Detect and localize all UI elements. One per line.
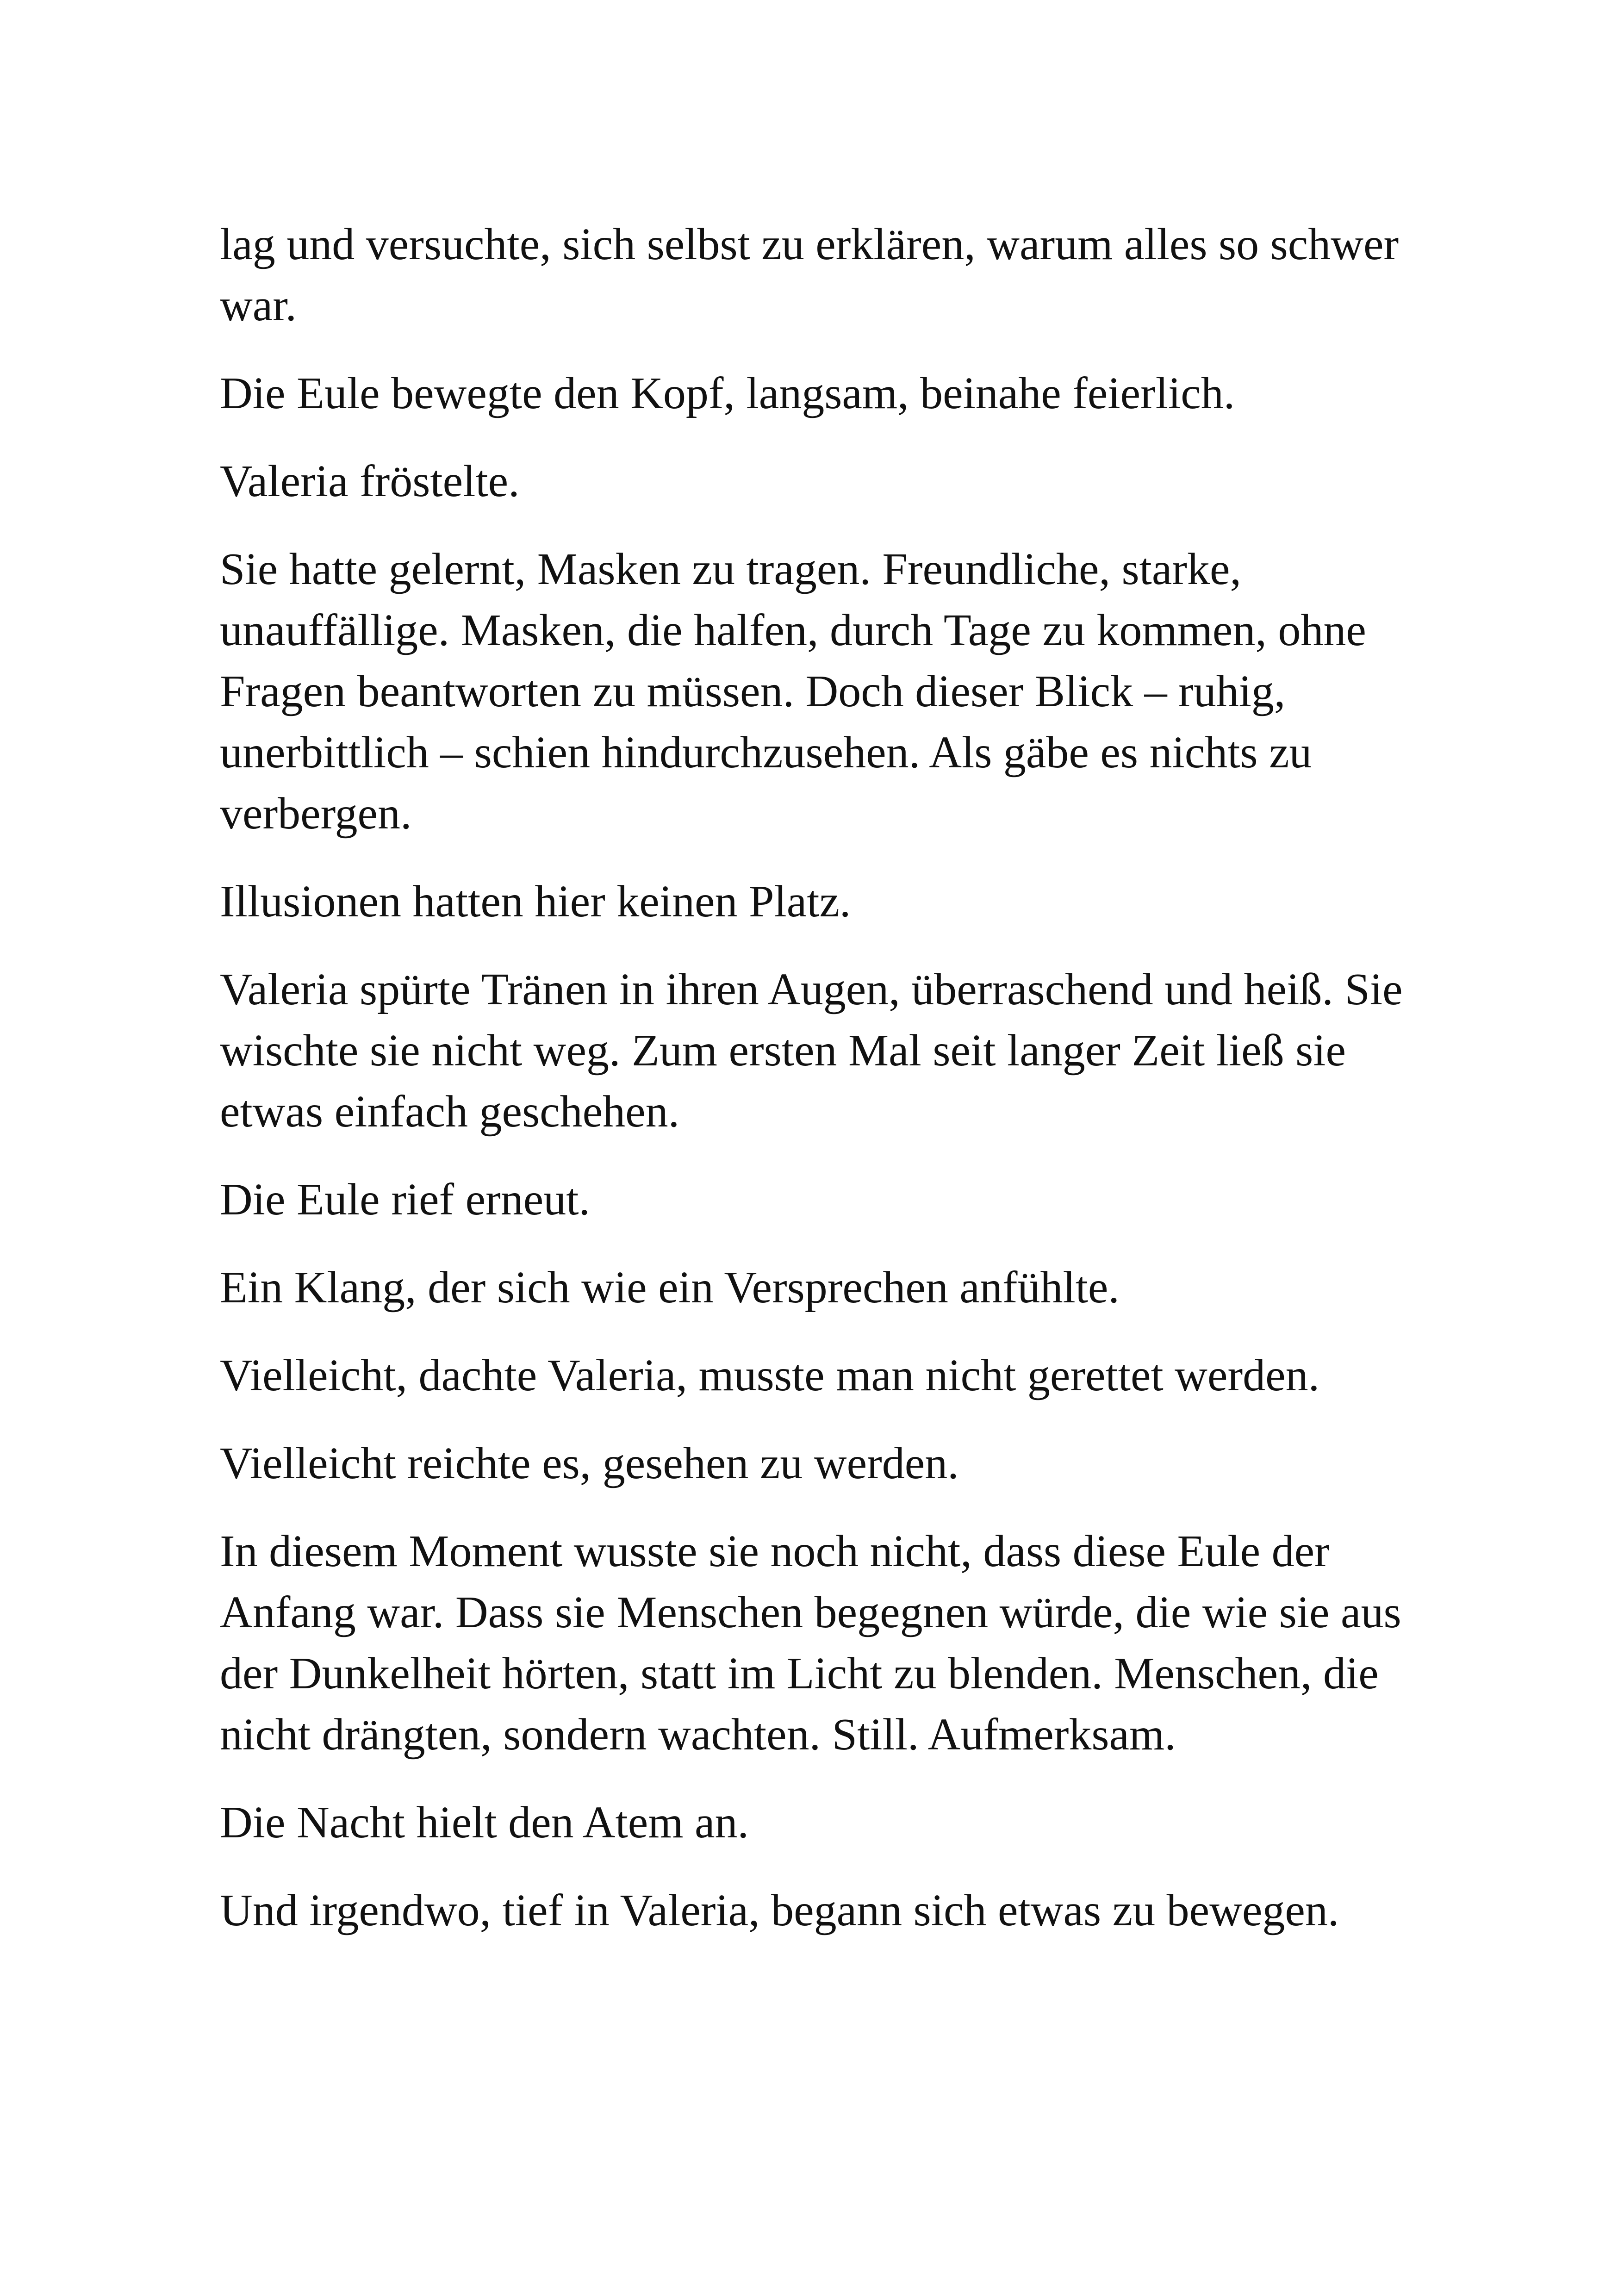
paragraph: Ein Klang, der sich wie ein Versprechen anfühlte. bbox=[220, 1263, 1120, 1313]
paragraph: Die Eule bewegte den Kopf, langsam, beinahe feierlich. bbox=[220, 368, 1235, 418]
paragraph: Vielleicht reichte es, gesehen zu werden. bbox=[220, 1438, 959, 1488]
body-text bbox=[220, 214, 1423, 1968]
paragraph: Illusionen hatten hier keinen Platz. bbox=[220, 877, 851, 927]
paragraph: Valeria fröstelte. bbox=[220, 456, 520, 506]
paragraph: In diesem Moment wusste sie noch nicht, dass diese Eule der Anfang war. Dass sie Menschen begegnen würde, die wie sie aus der Dunkelheit hörten, statt im Licht zu blenden. Menschen, die nicht drängten, sondern wachten. Still. Aufmerksam. bbox=[220, 1526, 1401, 1760]
paragraph: lag und versuchte, sich selbst zu erklären, warum alles so schwer war. bbox=[220, 219, 1399, 330]
paragraph: Sie hatte gelernt, Masken zu tragen. Freundliche, starke, unauffällige. Masken, die halfen, durch Tage zu kommen, ohne Fragen beantworten zu müssen. Doch dieser Blick – ruhig, unerbittlich – schien hindurchzusehen. Als gäbe es nichts zu verbergen. bbox=[220, 544, 1366, 839]
paragraph: Und irgendwo, tief in Valeria, begann sich etwas zu bewegen. bbox=[220, 1885, 1339, 1935]
paragraph: Vielleicht, dachte Valeria, musste man nicht gerettet werden. bbox=[220, 1350, 1320, 1400]
paragraph: Die Nacht hielt den Atem an. bbox=[220, 1798, 749, 1848]
paragraph: Valeria spürte Tränen in ihren Augen, überraschend und heiß. Sie wischte sie nicht weg. Zum ersten Mal seit langer Zeit ließ sie etwas einfach geschehen. bbox=[220, 964, 1403, 1137]
paragraph: Die Eule rief erneut. bbox=[220, 1175, 590, 1225]
